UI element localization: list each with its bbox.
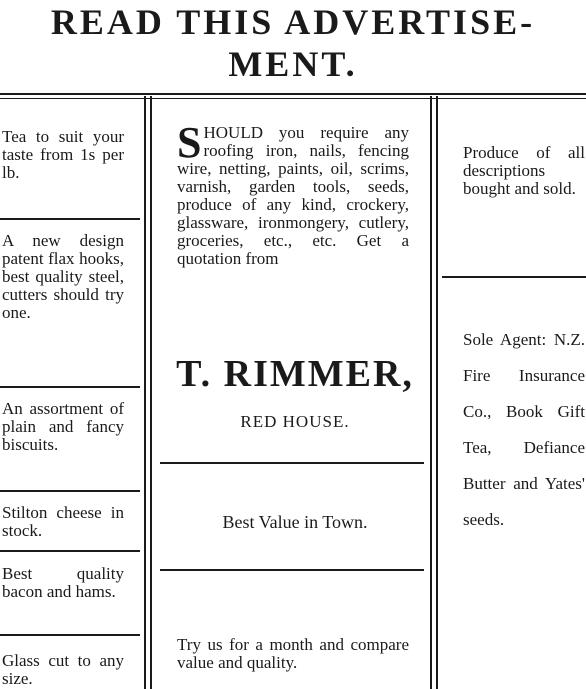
produce-notice: Produce of all descriptions bought and sold. [463,143,585,198]
merchant-location: RED HOUSE. [240,412,350,431]
left-divider-1 [0,218,140,220]
left-item-tea: Tea to suit your taste from 1s per lb. [2,127,124,182]
left-divider-5 [0,634,140,636]
center-divider-1 [160,462,424,464]
closing-text: Try us for a month and compare value and quality. [177,635,409,672]
left-divider-4 [0,550,140,552]
left-item-flax-hooks [2,232,124,322]
headline-line-1: READ THIS ADVERTISE- [50,2,536,42]
column-divider-left [144,96,146,689]
left-divider-2 [0,386,140,388]
slogan: Best Value in Town. [222,512,368,532]
left-item-bacon: Best quality bacon and hams. [2,564,124,601]
center-divider-2 [160,569,424,571]
drop-cap: S [177,118,202,167]
headline-line-2: MENT. [228,44,358,84]
column-divider-left-inner [150,96,152,689]
left-item-glass: Glass cut to any size. [2,651,124,688]
top-rule [0,93,586,95]
center-body-text: HOULD you require any roofing iron, nails, fencing wire, netting, paints, oil, scrims, varnish, garden tools, seeds, produce of any kind, crockery, glassware, ironmongery, cutlery, groceries, etc., etc. Get a quotation from [177,123,409,268]
merchant-name: T. RIMMER, [176,353,414,395]
column-divider-right [430,96,432,689]
column-divider-right-inner [436,96,438,689]
left-item-stilton: Stilton cheese in stock. [2,503,124,540]
left-item-biscuits: An assortment of plain and fancy biscuits. [2,399,124,454]
center-body [177,118,409,268]
right-divider-1 [442,276,586,278]
left-item-flax-hooks-text: A new design patent flax hooks, best quality steel, cutters should try one. [2,231,124,322]
agent-notice: Sole Agent: N.Z. Fire Insurance Co., Book Gift Tea, Defiance Butter and Yates' seeds. [463,330,585,529]
left-divider-3 [0,490,140,492]
top-rule-secondary [0,98,586,99]
